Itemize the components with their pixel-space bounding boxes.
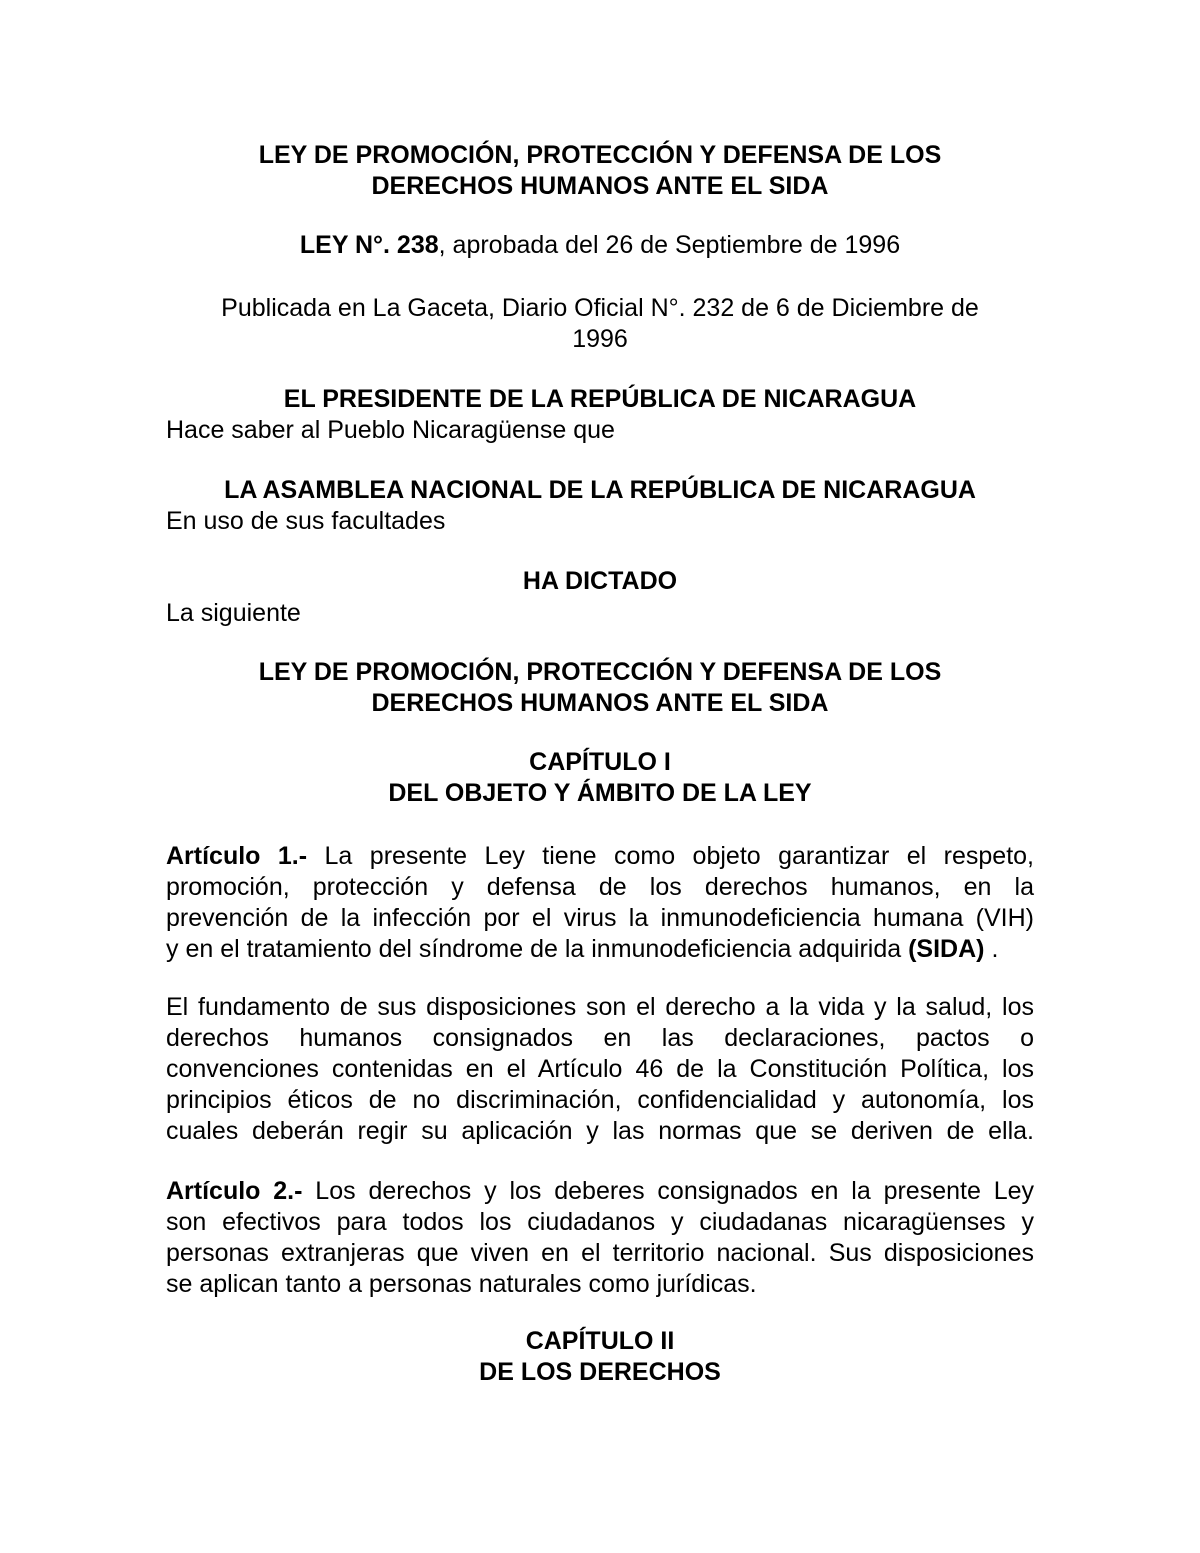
title-line-1: LEY DE PROMOCIÓN, PROTECCIÓN Y DEFENSA DE LOS bbox=[258, 141, 942, 169]
article-1-line-2: promoción, protección y defensa de los derechos humanos, en la bbox=[166, 873, 1034, 901]
article-1-line-4 bbox=[166, 934, 1034, 965]
law-number: LEY N°. 238 bbox=[299, 231, 439, 259]
chapter-2-heading bbox=[166, 1326, 1034, 1388]
chapter-1-name: DEL OBJETO Y ÁMBITO DE LA LEY bbox=[388, 779, 812, 807]
article-2-line-3: personas extranjeras que viven en el territorio nacional. Sus disposiciones bbox=[166, 1239, 1034, 1267]
foundation-paragraph bbox=[166, 992, 1034, 1147]
chapter-1-label: CAPÍTULO I bbox=[529, 748, 671, 776]
article-1-label: Artículo 1.- bbox=[166, 842, 308, 870]
foundation-line-1: El fundamento de sus disposiciones son el derecho a la vida y la salud, los bbox=[166, 993, 1034, 1021]
publication-note bbox=[166, 293, 1034, 355]
chapter-2-label: CAPÍTULO II bbox=[525, 1327, 675, 1355]
article-2 bbox=[166, 1176, 1034, 1300]
dictated-heading: HA DICTADO bbox=[522, 567, 678, 595]
title-line-2: DERECHOS HUMANOS ANTE EL SIDA bbox=[371, 172, 829, 200]
assembly-heading: LA ASAMBLEA NACIONAL DE LA REPÚBLICA DE NICARAGUA bbox=[224, 476, 976, 504]
title2-line-1: LEY DE PROMOCIÓN, PROTECCIÓN Y DEFENSA DE LOS bbox=[258, 658, 942, 686]
title2-line-2: DERECHOS HUMANOS ANTE EL SIDA bbox=[371, 689, 829, 717]
article-2-line-1 bbox=[166, 1176, 1034, 1207]
article-2-label: Artículo 2.- bbox=[166, 1177, 303, 1205]
assembly-text: En uso de sus facultades bbox=[166, 507, 446, 535]
article-1-text-4: y en el tratamiento del síndrome de la inmunodeficiencia adquirida bbox=[166, 935, 909, 963]
president-text: Hace saber al Pueblo Nicaragüense que bbox=[166, 416, 615, 444]
law-approval-date: , aprobada del 26 de Septiembre de 1996 bbox=[438, 231, 901, 259]
document-title bbox=[166, 140, 1034, 202]
article-2-line-4: se aplican tanto a personas naturales como jurídicas. bbox=[166, 1270, 757, 1298]
article-2-text-1: Los derechos y los deberes consignados en la presente Ley bbox=[302, 1177, 1035, 1205]
article-1-text-4-end: . bbox=[984, 935, 999, 963]
article-1-line-3: prevención de la infección por el virus la inmunodeficiencia humana (VIH) bbox=[166, 904, 1034, 932]
chapter-2-name: DE LOS DERECHOS bbox=[479, 1358, 721, 1386]
article-1-text-1: La presente Ley tiene como objeto garantizar el respeto, bbox=[307, 842, 1034, 870]
publication-line-2: 1996 bbox=[572, 325, 628, 353]
law-number-line bbox=[166, 230, 1034, 261]
dictated-text: La siguiente bbox=[166, 599, 301, 627]
foundation-line-2: derechos humanos consignados en las declaraciones, pactos o bbox=[166, 1024, 1034, 1052]
article-2-line-2: son efectivos para todos los ciudadanos y ciudadanas nicaragüenses y bbox=[166, 1208, 1034, 1236]
article-1 bbox=[166, 841, 1034, 965]
article-1-sida: (SIDA) bbox=[908, 935, 985, 963]
law-title-repeat bbox=[166, 657, 1034, 719]
publication-line-1: Publicada en La Gaceta, Diario Oficial N°. 232 de 6 de Diciembre de bbox=[221, 294, 979, 322]
foundation-line-4: principios éticos de no discriminación, confidencialidad y autonomía, los bbox=[166, 1086, 1034, 1114]
foundation-line-3: convenciones contenidas en el Artículo 46 de la Constitución Política, los bbox=[166, 1055, 1034, 1083]
article-1-line-1 bbox=[166, 841, 1034, 872]
president-heading: EL PRESIDENTE DE LA REPÚBLICA DE NICARAGUA bbox=[283, 385, 917, 413]
chapter-1-heading bbox=[166, 747, 1034, 809]
foundation-line-5: cuales deberán regir su aplicación y las normas que se deriven de ella. bbox=[166, 1117, 1034, 1145]
